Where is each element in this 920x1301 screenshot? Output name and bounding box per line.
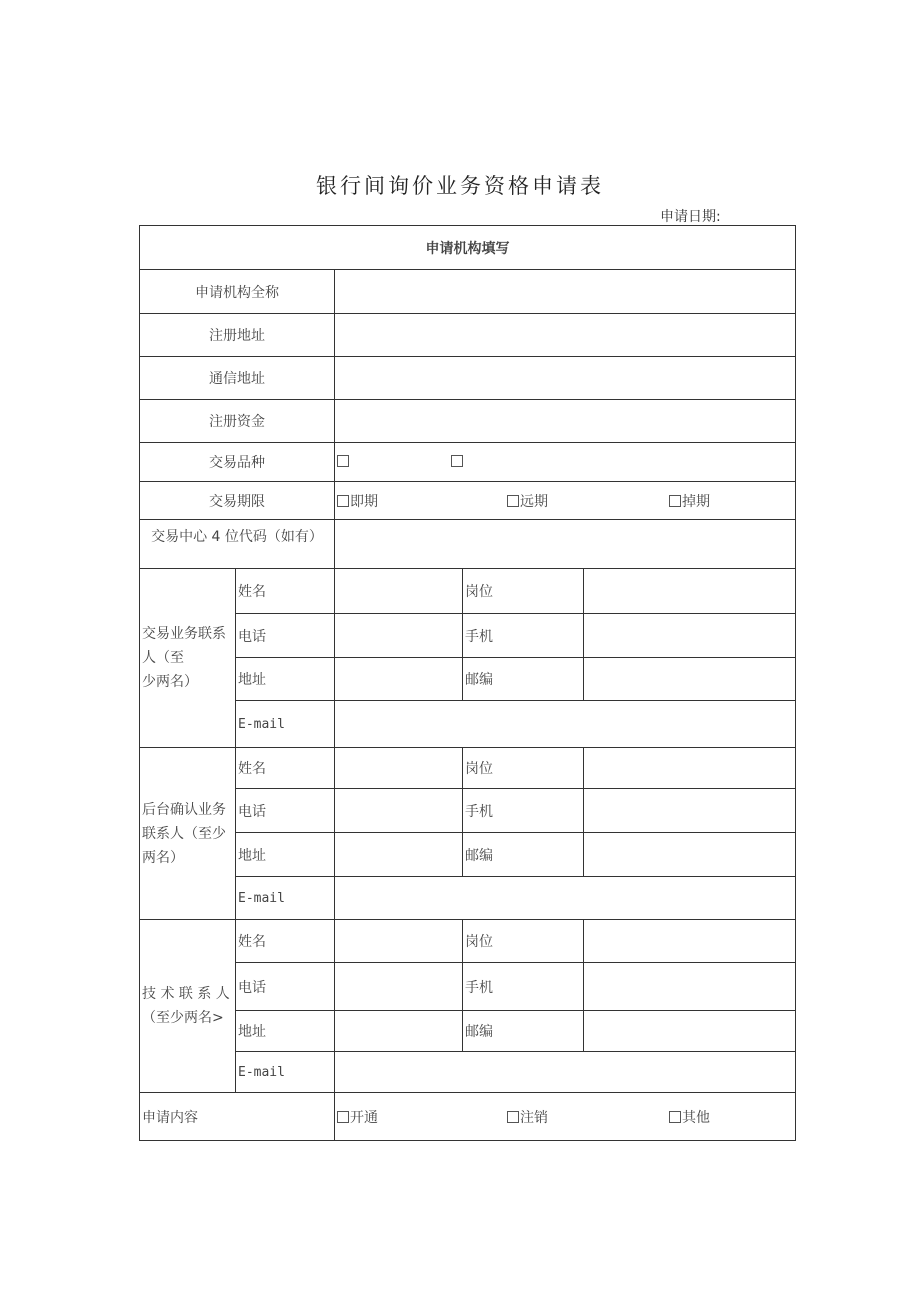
name-label: 姓名 <box>236 748 335 789</box>
phone-label: 电话 <box>236 963 335 1011</box>
apply-date-label: 申请日期: <box>660 209 721 225</box>
center-code-label: 交易中心 4 位代码（如有） <box>140 520 335 569</box>
checkbox-icon[interactable] <box>337 455 349 467</box>
apply-other-option[interactable]: 其他 <box>669 1107 710 1127</box>
trade-type-options <box>335 443 796 482</box>
org-name-field[interactable] <box>335 270 796 314</box>
checkbox-icon[interactable] <box>507 1111 519 1123</box>
term-spot-option[interactable]: 即期 <box>337 491 378 511</box>
email-label: E-mail <box>236 877 335 920</box>
address-field[interactable] <box>335 658 463 701</box>
term-forward-option[interactable]: 远期 <box>507 491 548 511</box>
mobile-label: 手机 <box>463 963 584 1011</box>
name-field[interactable] <box>335 748 463 789</box>
email-field[interactable] <box>335 1052 796 1093</box>
mail-address-field[interactable] <box>335 357 796 400</box>
phone-label: 电话 <box>236 789 335 833</box>
postcode-label: 邮编 <box>463 658 584 701</box>
position-field[interactable] <box>584 920 796 963</box>
position-field[interactable] <box>584 748 796 789</box>
name-label: 姓名 <box>236 569 335 614</box>
phone-field[interactable] <box>335 614 463 658</box>
address-field[interactable] <box>335 833 463 877</box>
position-field[interactable] <box>584 569 796 614</box>
reg-capital-field[interactable] <box>335 400 796 443</box>
apply-cancel-option[interactable]: 注销 <box>507 1107 548 1127</box>
apply-content-label: 申请内容 <box>140 1093 335 1141</box>
reg-address-field[interactable] <box>335 314 796 357</box>
mail-address-label: 通信地址 <box>140 357 335 400</box>
name-field[interactable] <box>335 569 463 614</box>
reg-capital-label: 注册资金 <box>140 400 335 443</box>
checkbox-icon[interactable] <box>669 1111 681 1123</box>
mobile-label: 手机 <box>463 614 584 658</box>
email-label: E-mail <box>236 701 335 748</box>
tech-contact-group: 技 术 联 系 人 （至少两名> <box>140 920 236 1093</box>
backoffice-contact-group: 后台确认业务 联系人（至少 两名） <box>140 748 236 920</box>
term-swap-option[interactable]: 掉期 <box>669 491 710 511</box>
form-title: 银行间询价业务资格申请表 <box>316 174 604 198</box>
trade-type-label: 交易品种 <box>140 443 335 482</box>
position-label: 岗位 <box>463 748 584 789</box>
address-label: 地址 <box>236 833 335 877</box>
email-field[interactable] <box>335 877 796 920</box>
section-header: 申请机构填写 <box>140 226 796 270</box>
application-form-table <box>139 225 796 1141</box>
postcode-field[interactable] <box>584 658 796 701</box>
apply-open-option[interactable]: 开通 <box>337 1107 378 1127</box>
postcode-field[interactable] <box>584 833 796 877</box>
email-field[interactable] <box>335 701 796 748</box>
name-label: 姓名 <box>236 920 335 963</box>
postcode-label: 邮编 <box>463 833 584 877</box>
checkbox-icon[interactable] <box>337 495 349 507</box>
position-label: 岗位 <box>463 920 584 963</box>
email-label: E-mail <box>236 1052 335 1093</box>
trade-type-option-2[interactable] <box>451 454 464 470</box>
trade-term-options <box>335 482 796 520</box>
phone-field[interactable] <box>335 789 463 833</box>
name-field[interactable] <box>335 920 463 963</box>
phone-field[interactable] <box>335 963 463 1011</box>
checkbox-icon[interactable] <box>451 455 463 467</box>
trade-term-label: 交易期限 <box>140 482 335 520</box>
checkbox-icon[interactable] <box>669 495 681 507</box>
position-label: 岗位 <box>463 569 584 614</box>
trade-type-option-1[interactable] <box>337 454 350 470</box>
reg-address-label: 注册地址 <box>140 314 335 357</box>
center-code-field[interactable] <box>335 520 796 569</box>
mobile-field[interactable] <box>584 614 796 658</box>
org-name-label: 申请机构全称 <box>140 270 335 314</box>
address-label: 地址 <box>236 658 335 701</box>
address-field[interactable] <box>335 1011 463 1052</box>
mobile-label: 手机 <box>463 789 584 833</box>
checkbox-icon[interactable] <box>337 1111 349 1123</box>
business-contact-group: 交易业务联系 人（至 少两名） <box>140 569 236 748</box>
mobile-field[interactable] <box>584 963 796 1011</box>
apply-content-options <box>335 1093 796 1141</box>
phone-label: 电话 <box>236 614 335 658</box>
checkbox-icon[interactable] <box>507 495 519 507</box>
mobile-field[interactable] <box>584 789 796 833</box>
postcode-label: 邮编 <box>463 1011 584 1052</box>
address-label: 地址 <box>236 1011 335 1052</box>
postcode-field[interactable] <box>584 1011 796 1052</box>
